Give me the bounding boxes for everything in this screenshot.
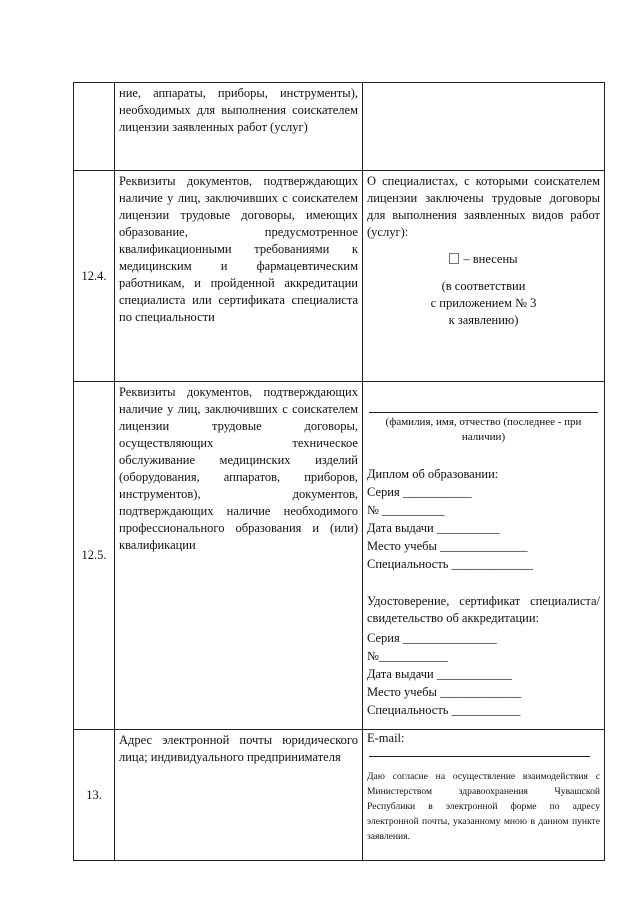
diploma-place-field[interactable]: Место учебы ______________ xyxy=(367,539,528,553)
certificate-title: Удостоверение, сертификат специалиста/свидетельство об аккредитации: xyxy=(367,594,600,625)
table-row-continuation xyxy=(74,83,605,171)
checkbox-label: – внесены xyxy=(463,252,518,266)
diploma-title: Диплом об образовании: xyxy=(367,467,499,481)
row-number: 13. xyxy=(74,730,115,861)
diploma-specialty-field[interactable]: Специальность _____________ xyxy=(367,557,533,571)
cert-date-field[interactable]: Дата выдачи ____________ xyxy=(367,667,512,681)
email-label: E-mail: xyxy=(367,731,405,745)
email-input-line[interactable] xyxy=(369,746,590,757)
row-number xyxy=(74,83,115,171)
table-row-13 xyxy=(74,730,605,861)
cert-specialty-field[interactable]: Специальность ___________ xyxy=(367,703,521,717)
row-number: 12.5. xyxy=(74,382,115,730)
diploma-number-field[interactable]: № __________ xyxy=(367,503,445,517)
table-row-12-4 xyxy=(74,171,605,382)
table-row-12-5 xyxy=(74,382,605,730)
cert-place-field[interactable]: Место учебы _____________ xyxy=(367,685,522,699)
fio-input-line[interactable] xyxy=(369,382,598,413)
row-description: Адрес электронной почты юридического лица; индивидуального предпринимателя xyxy=(119,733,358,764)
checkbox-icon[interactable] xyxy=(449,253,459,264)
row-number: 12.4. xyxy=(74,171,115,382)
application-form-table xyxy=(73,82,605,861)
diploma-date-field[interactable]: Дата выдачи __________ xyxy=(367,521,500,535)
row-description: Реквизиты документов, подтверждающих наличие у лиц, заключивших с соискателем лицензии трудовые договоры, имеющих образование, предусмотренное квалификационными требованиями к медицинским и фармацевтическим работникам, и пройденной аккредитации специалиста или сертификата специалиста по специальности xyxy=(119,174,358,324)
specialists-intro: О специалистах, с которыми соискателем лицензии заключены трудовые договоры для выполнения заявленных видов работ (услуг): xyxy=(367,174,600,239)
fio-hint: (фамилия, имя, отчество (последнее - при наличии) xyxy=(385,416,582,443)
row-value-empty[interactable] xyxy=(363,83,605,171)
row-description: ние, аппараты, приборы, инструменты), необходимых для выполнения соискателем лицензии заявленных работ (услуг) xyxy=(119,86,358,134)
cert-series-field[interactable]: Серия _______________ xyxy=(367,631,497,645)
row-description: Реквизиты документов, подтверждающих наличие у лиц, заключивших с соискателем лицензии трудовые договоры, осуществляющих техническое обслуживание медицинских изделий (оборудования, аппаратов, приборов, инструментов), документов, подтверждающих наличие необходимого профессионального образования и (или) квалификации xyxy=(119,385,358,552)
diploma-series-field[interactable]: Серия ___________ xyxy=(367,485,472,499)
cert-number-field[interactable]: №___________ xyxy=(367,649,448,663)
consent-text: Даю согласие на осуществление взаимодействия с Министерством здравоохранения Чувашской Республики в электронной форме по адресу электронной почты, указанному мною в данном пункте заявления. xyxy=(367,771,600,842)
annex-note: (в соответствии с приложением № 3 к заявлению) xyxy=(430,279,537,327)
checkbox-entered[interactable] xyxy=(363,249,604,270)
